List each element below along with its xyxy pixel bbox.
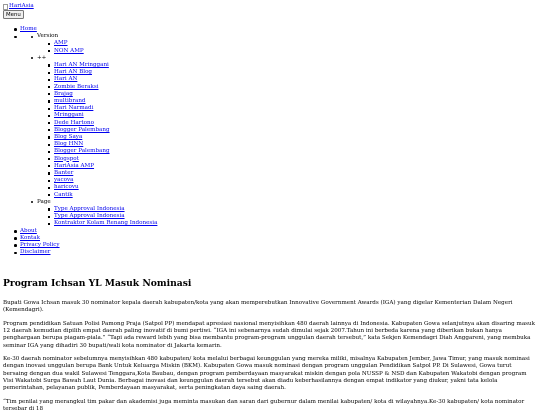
plus-submenu-link[interactable]: Banter <box>54 170 74 177</box>
nav-link-privacy-policy[interactable]: Privacy Policy <box>20 242 60 249</box>
plus-submenu-item <box>54 112 520 119</box>
plus-submenu-item <box>54 156 520 163</box>
nav-link-about[interactable]: About <box>20 227 37 234</box>
plus-submenu-link[interactable]: haricovu <box>54 184 79 191</box>
plus-submenu-link[interactable]: Hari AN Blog <box>54 69 93 76</box>
plus-submenu-link[interactable]: Zombie Beraksi <box>54 83 99 90</box>
nav-group-label: ++ <box>37 54 47 61</box>
plus-submenu-link[interactable]: Hari AN Mringgani <box>54 62 109 69</box>
nav-group-label: Version <box>37 33 59 40</box>
version-submenu <box>37 40 520 54</box>
plus-submenu-item <box>54 163 520 170</box>
plus-submenu-item <box>54 141 520 148</box>
article-paragraph: Bupati Gowa Ichsan masuk 30 nominator kepala daerah kabupaten/kota yang akan memperebutkan Innovative Government Awards (IGA) yang digelar Kementerian Dalam Negeri (Kemendagri). <box>3 300 513 314</box>
nav-group-label: Page <box>37 198 51 205</box>
nav-item-about <box>20 228 520 235</box>
plus-submenu-link[interactable]: Hari AN <box>54 76 78 83</box>
plus-submenu-link[interactable]: Brajag <box>54 90 73 97</box>
broken-image-icon <box>3 4 8 10</box>
plus-submenu-link[interactable]: Hari Narmadi <box>54 105 94 112</box>
page-submenu <box>37 206 520 228</box>
plus-submenu-item <box>54 127 520 134</box>
plus-submenu-item <box>54 98 520 105</box>
article-paragraph: Ke-30 daerah nominator sebelumnya menyisihkan 480 kabupaten/ kota melalui berbagai keunggulan yang mereka miliki, misalnya Kabupaten Jember, Jawa Timur, yang masuk nominasi dengan inovasi unggulan berupa Bank Untuk Keluarga Miskin (BKM). Kabupaten Gowa masuk nominasi dengan program unggulan Pendidikan Satpol PP. Di Sulawesi, Gowa turut bersaing dengan dua wakil Sulawesi Tenggara,Kota Baubau, dengan program pemberdayaan masyarakat miskin dengan pola NUSSP & NSD dan Kabupaten Wakatobi dengan program Visi Wakatobi Surga Bawah Laut Dunia. Berbagai inovasi dan keunggulan daerah tersebut akan diadu keberhasilannya dengan empat indikator yang diukur, yakni tata kelola pemerintahan, pelayanan publik, Pemberdayaan masyarakat, serta peningkatan daya saing daerah. <box>3 356 530 392</box>
nav-link-disclaimer[interactable]: Disclaimer <box>20 249 51 256</box>
plus-submenu-item <box>54 84 520 91</box>
version-submenu-link[interactable]: AMP <box>54 40 68 47</box>
plus-submenu-link[interactable]: HariAsia AMP <box>54 162 95 169</box>
nav-item-version <box>20 33 520 227</box>
menu-button[interactable]: Menu <box>3 10 24 19</box>
plus-submenu-item <box>54 91 520 98</box>
plus-submenu-item <box>54 69 520 76</box>
version-submenu-item <box>54 48 520 55</box>
plus-submenu-link[interactable]: Blogger Palembang <box>54 148 110 155</box>
page-submenu-item <box>54 220 520 227</box>
plus-submenu-link[interactable]: Dede Hartono <box>54 119 94 126</box>
logo-alt-text[interactable]: HariAsia <box>9 3 34 9</box>
plus-submenu-item <box>54 76 520 83</box>
page-submenu-link[interactable]: Type Approval Indonesia <box>54 206 125 213</box>
plus-submenu-link[interactable]: multibrand <box>54 98 86 105</box>
plus-submenu-link[interactable]: yacova <box>54 177 74 184</box>
nav-item-kontak <box>20 235 520 242</box>
article-paragraph: Program pendidikan Satuan Polisi Pamong Praja (Satpol PP) mendapat apresiasi nasional menyisihkan 480 daerah lainnya di Indonesia. Kabupaten Gowa selanjutnya akan disaring masuk 12 daerah kemudian dipilih empat daerah paling inovatif di bumi pertiwi. “IGA ini sebenarnya sudah dimulai sejak 2007.Tahun ini berbeda karena yang diberikan bukan hanya penghargaan berupa piagam-piala.” “Tapi ada reward lebih yang bisa membantu program-program unggulan daerah tersebut,” kata Sekjen Kemendagri Diah Anggareni, yang membuka seminar IGA yang dihadiri 30 bupati/wali kota nominator di Jakarta kemarin. <box>3 320 536 349</box>
plus-submenu-item <box>54 148 520 155</box>
nav-item-home <box>20 26 520 33</box>
nav-group-version <box>37 33 520 55</box>
plus-submenu-item <box>54 170 520 177</box>
page-submenu-link[interactable]: Type Approval Indonesia <box>54 213 125 220</box>
nav-link-home[interactable]: Home <box>20 26 37 32</box>
article-title: Program Ichsan YL Masuk Nominasi <box>3 278 192 289</box>
plus-submenu-item <box>54 105 520 112</box>
plus-submenu-link[interactable]: Cantik <box>54 191 73 198</box>
nav-item-privacy <box>20 242 520 249</box>
plus-submenu-item <box>54 120 520 127</box>
plus-submenu-item <box>54 134 520 141</box>
plus-submenu-link[interactable]: Blog HNN <box>54 141 84 148</box>
main-nav <box>20 26 520 257</box>
plus-submenu-item <box>54 62 520 69</box>
page-submenu-item <box>54 213 520 220</box>
plus-submenu-link[interactable]: Blogger Palembang <box>54 126 110 133</box>
nav-link-kontak[interactable]: Kontak <box>20 234 40 241</box>
plus-submenu-link[interactable]: Mringgani <box>54 112 84 119</box>
article-paragraph: “Tim penilai yang merangkul tim pakar dan akademisi juga meminta masukan dan saran dari gubernur dalam menilai kabupaten/ kota di wilayahnya.Ke-30 kabupaten/ kota nominator tersebar di 18 <box>3 398 525 412</box>
version-submenu-link[interactable]: NON AMP <box>54 47 84 54</box>
version-submenu-item <box>54 40 520 47</box>
plus-submenu-link[interactable]: Blog Saya <box>54 134 83 141</box>
page-submenu-link[interactable]: Kontraktor Kolam Renang Indonesia <box>54 220 158 227</box>
plus-submenu-item <box>54 184 520 191</box>
nav-group-page <box>37 199 520 228</box>
plus-submenu <box>37 62 520 199</box>
nav-item-disclaimer <box>20 249 520 256</box>
article <box>3 278 535 420</box>
plus-submenu-link[interactable]: Blogspot <box>54 155 79 162</box>
plus-submenu-item <box>54 192 520 199</box>
nav-group-plus <box>37 55 520 199</box>
page-submenu-item <box>54 206 520 213</box>
plus-submenu-item <box>54 177 520 184</box>
